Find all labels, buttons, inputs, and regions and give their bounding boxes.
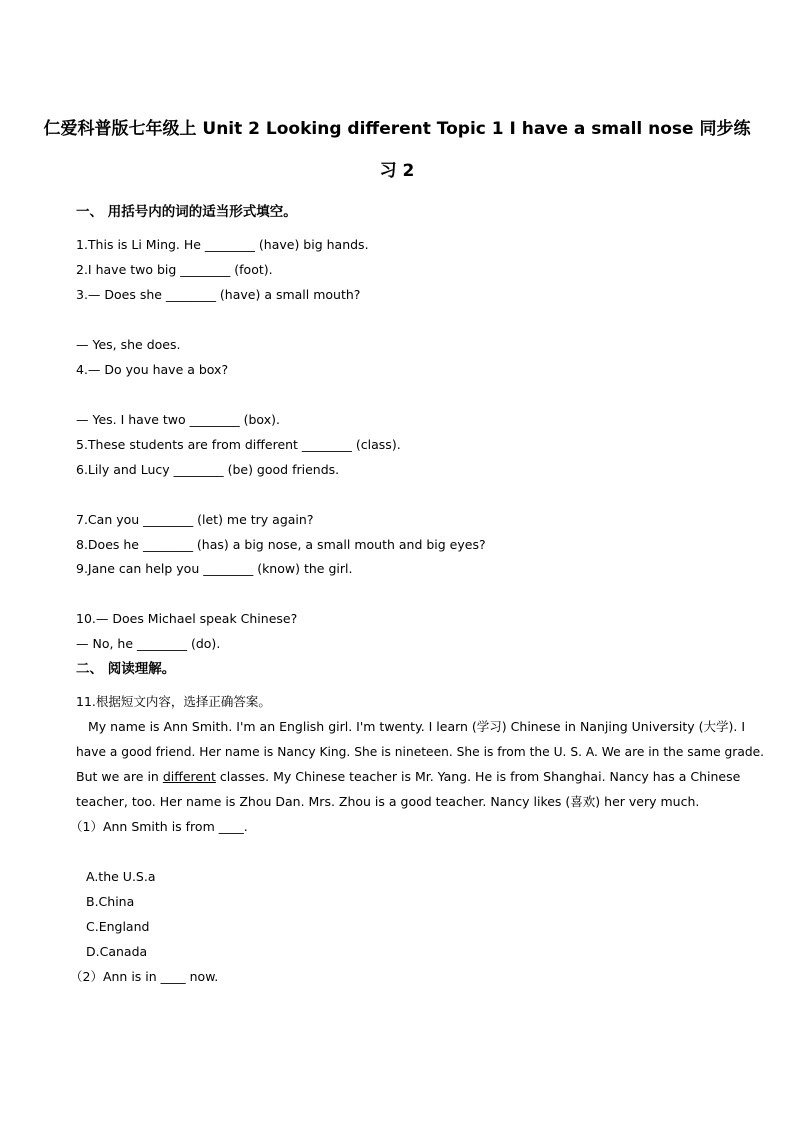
- exercise-item-5: 5.These students are from different ________ (class).: [76, 437, 401, 452]
- exercise-item-6: 6.Lily and Lucy ________ (be) good friends.: [76, 462, 340, 477]
- question-11-instruction: 11.根据短文内容，选择正确答案。: [76, 694, 271, 709]
- sub-question-2: （2）Ann is in ____ now.: [70, 969, 219, 984]
- passage-line-3-end: classes. My Chinese teacher is Mr. Yang. He is from Shanghai. Nancy has a Chinese: [215, 769, 741, 784]
- passage-line-4: teacher, too. Her name is Zhou Dan. Mrs. Zhou is a good teacher. Nancy likes (喜欢) her very much.: [76, 794, 700, 809]
- exercise-item-4: 4.— Do you have a box?: [76, 362, 229, 377]
- passage-line-3: [76, 769, 740, 785]
- exercise-item-10: 10.— Does Michael speak Chinese?: [76, 611, 298, 626]
- passage-line-3-start: But we are in: [76, 769, 163, 784]
- passage-line-1: My name is Ann Smith. I'm an English girl. I'm twenty. I learn (学习) Chinese in Nanjing University (大学). I: [88, 719, 746, 734]
- exercise-item-10-answer: — No, he ________ (do).: [76, 636, 221, 651]
- underlined-word: different: [162, 769, 216, 784]
- exercise-item-9: 9.Jane can help you ________ (know) the girl.: [76, 561, 353, 576]
- option-b: B.China: [86, 894, 135, 909]
- exercise-item-3-answer: — Yes, she does.: [76, 337, 181, 352]
- option-c: C.England: [86, 919, 150, 934]
- sub-question-1: （1）Ann Smith is from ____.: [70, 819, 248, 834]
- exercise-item-3: 3.— Does she ________ (have) a small mouth?: [76, 287, 361, 302]
- option-d: D.Canada: [86, 944, 148, 959]
- option-a: A.the U.S.a: [86, 869, 156, 884]
- doc-title-line-1: 仁爱科普版七年级上 Unit 2 Looking different Topic 1 I have a small nose 同步练: [43, 119, 751, 139]
- exercise-item-2: 2.I have two big ________ (foot).: [76, 262, 273, 277]
- exercise-item-7: 7.Can you ________ (let) me try again?: [76, 512, 314, 527]
- doc-title-line-2: 习 2: [379, 161, 415, 181]
- exercise-item-1: 1.This is Li Ming. He ________ (have) big hands.: [76, 237, 369, 252]
- section-2-heading: 二、 阅读理解。: [76, 661, 176, 677]
- exercise-item-8: 8.Does he ________ (has) a big nose, a small mouth and big eyes?: [76, 537, 486, 552]
- passage-line-2: have a good friend. Her name is Nancy King. She is nineteen. She is from the U. S. A. We are in the same grade.: [76, 744, 765, 759]
- section-1-heading: 一、 用括号内的词的适当形式填空。: [76, 204, 297, 220]
- exercise-item-4-answer: — Yes. I have two ________ (box).: [76, 412, 280, 427]
